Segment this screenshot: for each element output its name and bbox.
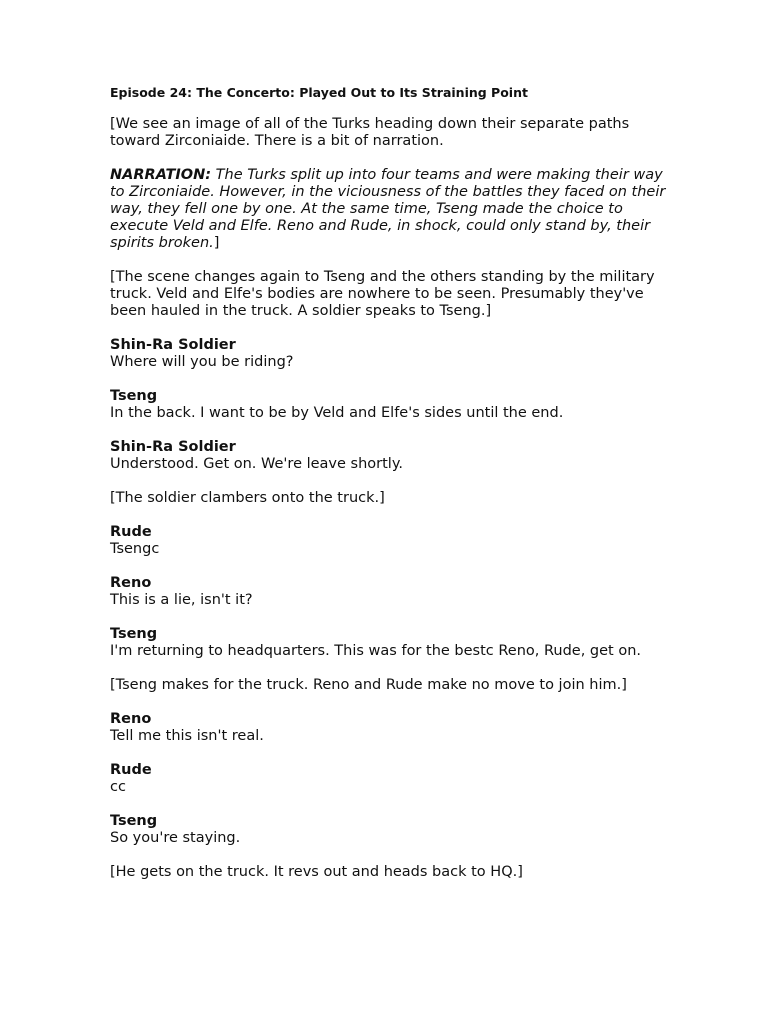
speaker-name: Reno bbox=[110, 575, 152, 591]
speaker-name: Shin-Ra Soldier bbox=[110, 439, 236, 455]
stage-direction-text: [The scene changes again to Tseng and the others standing by the military truck. Veld and Elfe's bodies are nowhere to be seen. Presumably they've been hauled in the truck. A soldier speaks to Tseng.] bbox=[110, 269, 655, 319]
speaker-name: Tseng bbox=[110, 388, 158, 404]
dialogue-block bbox=[110, 762, 670, 796]
dialogue-line: Understood. Get on. We're leave shortly. bbox=[110, 456, 403, 472]
speaker-name: Tseng bbox=[110, 813, 158, 829]
stage-direction bbox=[110, 116, 670, 150]
dialogue-line: Tsengc bbox=[110, 541, 160, 557]
dialogue-block bbox=[110, 337, 670, 371]
stage-direction bbox=[110, 269, 670, 320]
speaker-name: Rude bbox=[110, 524, 152, 540]
narration-label: NARRATION: bbox=[110, 167, 212, 183]
dialogue-block bbox=[110, 524, 670, 558]
stage-direction bbox=[110, 490, 670, 507]
narration-body: The Turks split up into four teams and were making their way to Zirconiaide. However, in the viciousness of the battles they faced on their way, they fell one by one. At the same time, Tseng made the choice to execute Veld and Elfe. Reno and Rude, in shock, could only stand by, their spirits broken. bbox=[110, 167, 666, 251]
speaker-name: Shin-Ra Soldier bbox=[110, 337, 236, 353]
dialogue-line: Tell me this isn't real. bbox=[110, 728, 264, 744]
narration-text bbox=[110, 167, 670, 252]
stage-direction bbox=[110, 864, 670, 881]
narration-block bbox=[110, 167, 670, 252]
dialogue-line: I'm returning to headquarters. This was for the bestc Reno, Rude, get on. bbox=[110, 643, 642, 659]
narration-close-bracket: ] bbox=[213, 235, 220, 251]
dialogue-line: This is a lie, isn't it? bbox=[110, 592, 253, 608]
episode-title: Episode 24: The Concerto: Played Out to Its Straining Point bbox=[110, 85, 528, 100]
dialogue-line: So you're staying. bbox=[110, 830, 241, 846]
stage-direction-text: [He gets on the truck. It revs out and heads back to HQ.] bbox=[110, 864, 523, 880]
dialogue-block bbox=[110, 813, 670, 847]
script-page bbox=[110, 84, 670, 898]
speaker-name: Reno bbox=[110, 711, 152, 727]
dialogue-line: Where will you be riding? bbox=[110, 354, 294, 370]
stage-direction-text: [The soldier clambers onto the truck.] bbox=[110, 490, 385, 506]
dialogue-block bbox=[110, 626, 670, 660]
dialogue-block bbox=[110, 711, 670, 745]
dialogue-line: cc bbox=[110, 779, 126, 795]
dialogue-block bbox=[110, 575, 670, 609]
speaker-name: Rude bbox=[110, 762, 152, 778]
stage-direction bbox=[110, 677, 670, 694]
dialogue-block bbox=[110, 388, 670, 422]
stage-direction-text: [We see an image of all of the Turks heading down their separate paths toward Zirconiaide. There is a bit of narration. bbox=[110, 116, 630, 149]
dialogue-block bbox=[110, 439, 670, 473]
dialogue-line: In the back. I want to be by Veld and Elfe's sides until the end. bbox=[110, 405, 564, 421]
speaker-name: Tseng bbox=[110, 626, 158, 642]
stage-direction-text: [Tseng makes for the truck. Reno and Rude make no move to join him.] bbox=[110, 677, 627, 693]
